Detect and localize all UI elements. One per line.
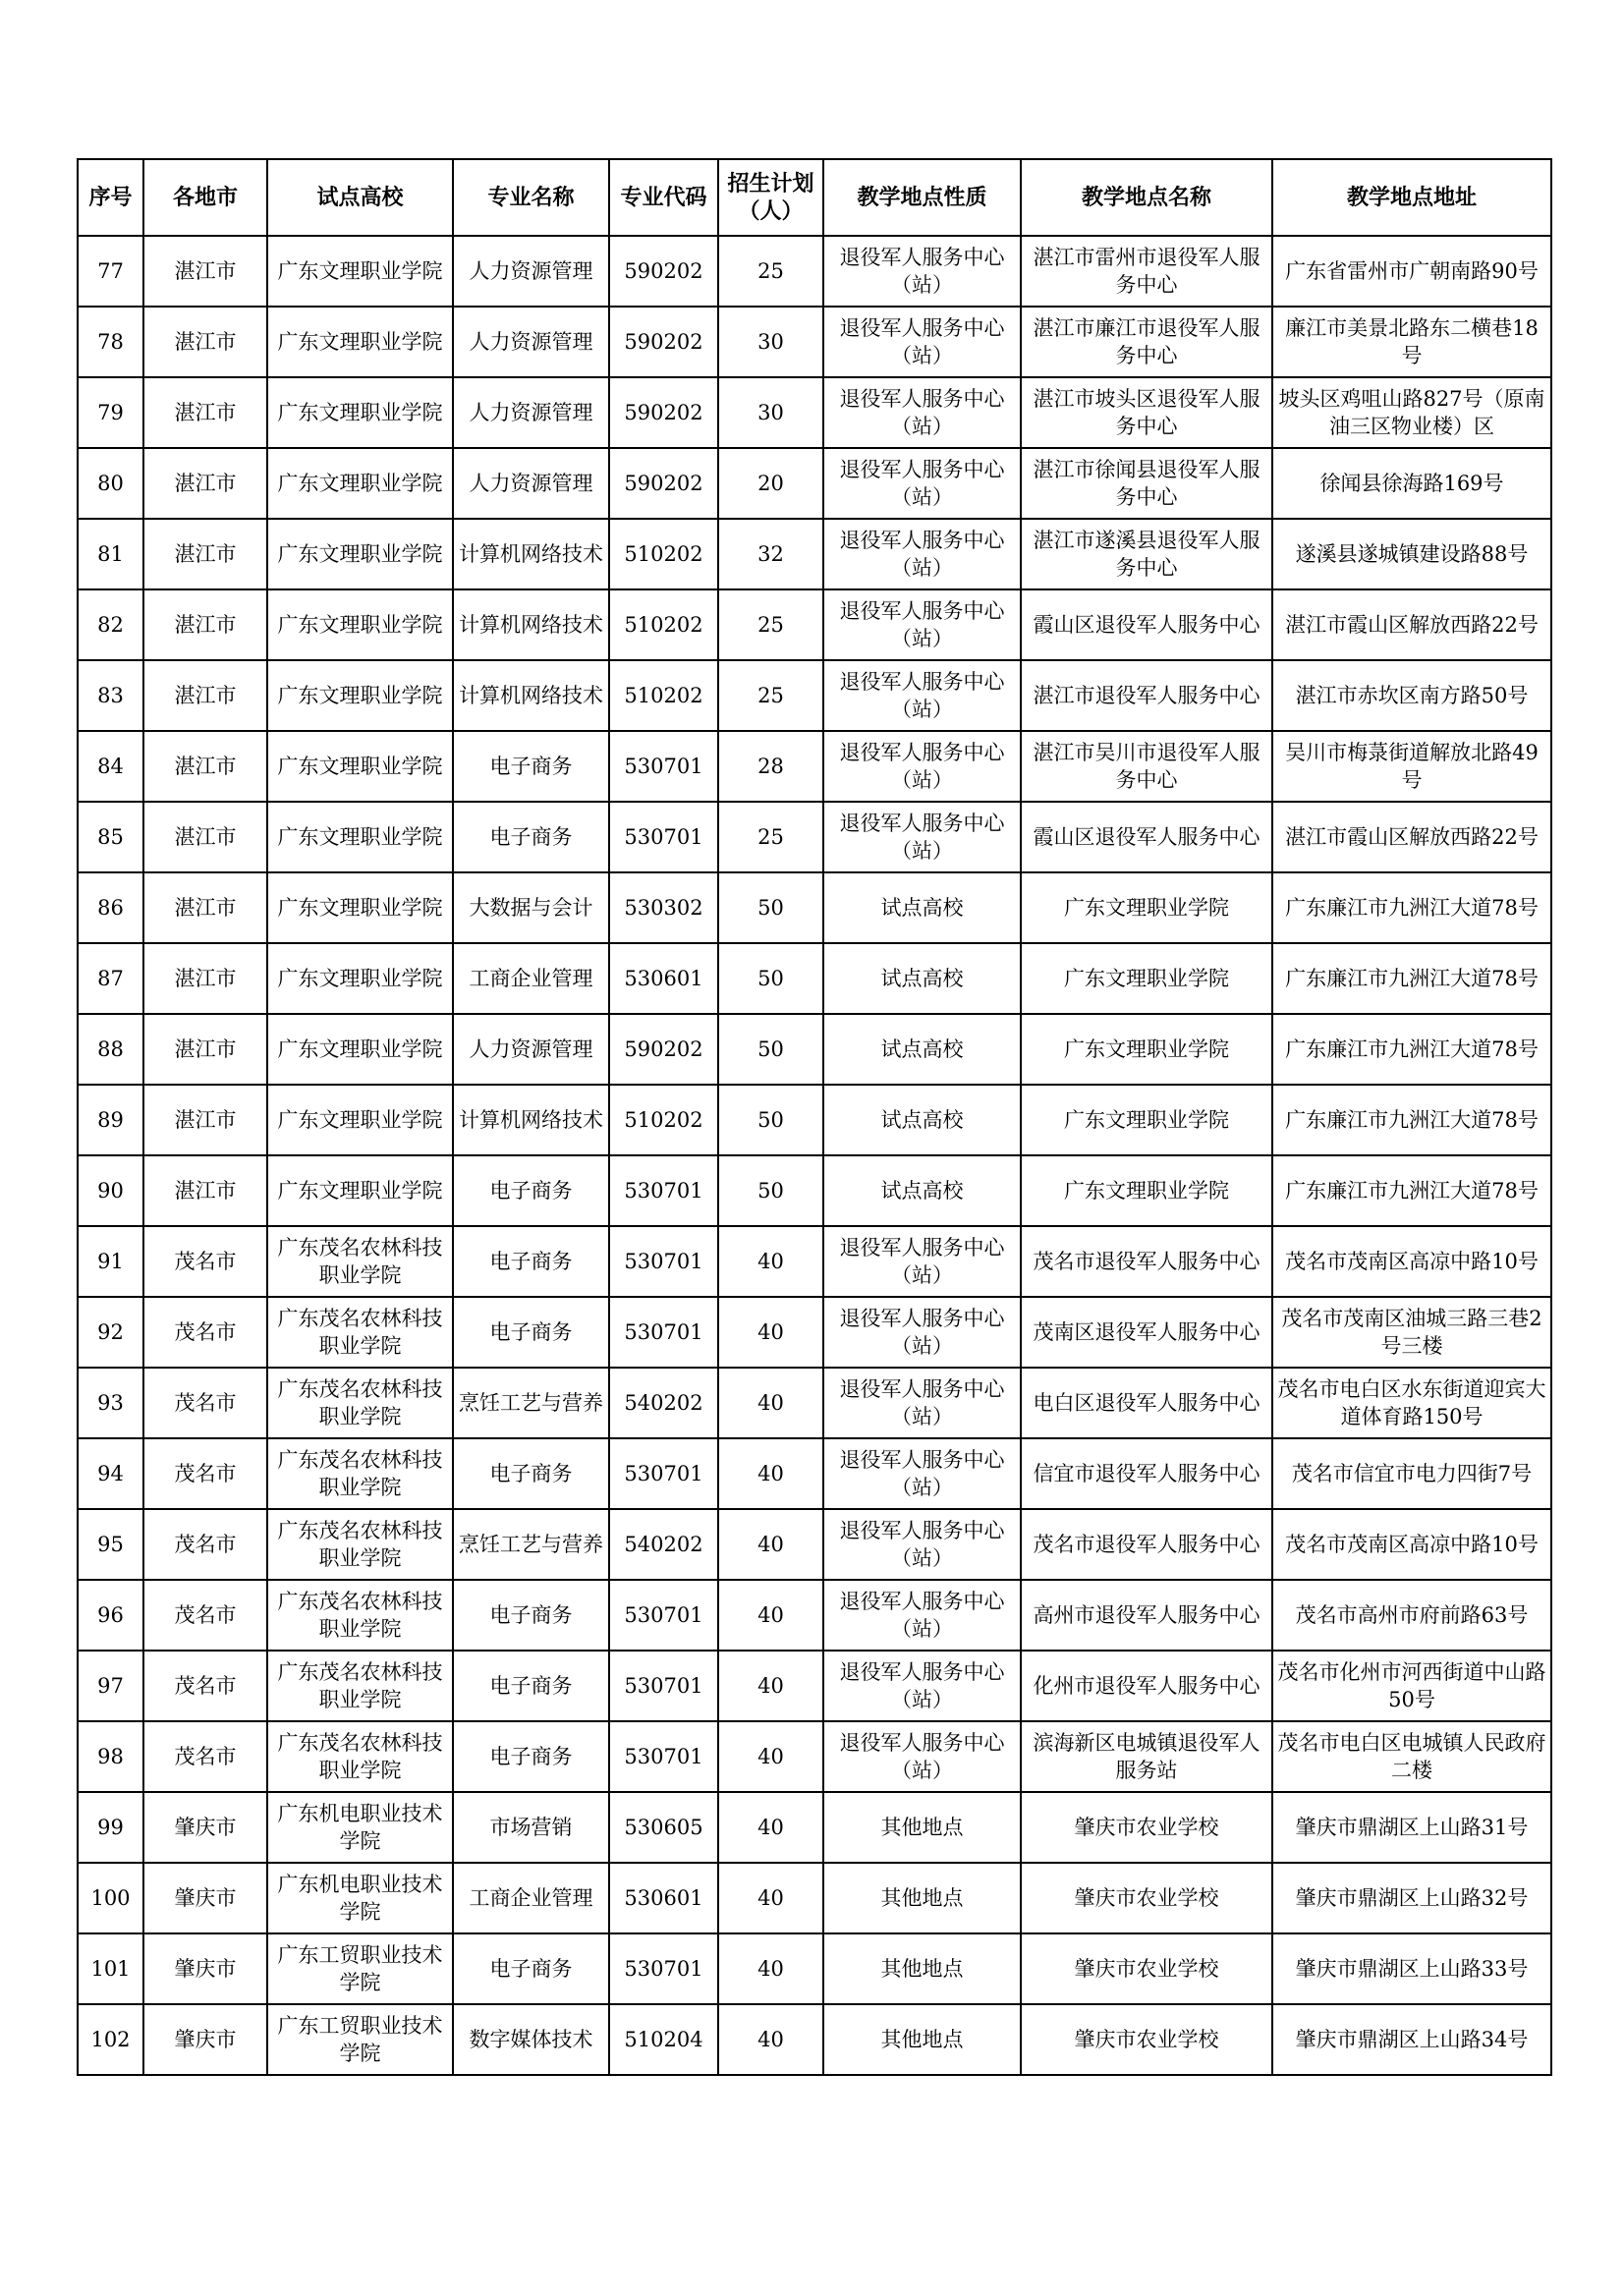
table-row xyxy=(78,872,1551,943)
cell-site-address: 茂名市高州市府前路63号 xyxy=(1272,1580,1551,1651)
cell-major: 大数据与会计 xyxy=(453,872,609,943)
cell-site-nature: 其他地点 xyxy=(823,1792,1021,1863)
cell-site-nature: 退役军人服务中心（站） xyxy=(823,589,1021,660)
cell-seq: 82 xyxy=(78,589,143,660)
cell-site-name: 茂名市退役军人服务中心 xyxy=(1021,1509,1272,1580)
cell-city: 湛江市 xyxy=(143,872,267,943)
cell-code: 530701 xyxy=(609,802,718,872)
cell-site-address: 湛江市赤坎区南方路50号 xyxy=(1272,660,1551,731)
cell-plan: 40 xyxy=(718,1651,823,1721)
cell-plan: 20 xyxy=(718,448,823,519)
cell-site-name: 信宜市退役军人服务中心 xyxy=(1021,1438,1272,1509)
cell-school: 广东文理职业学院 xyxy=(267,872,453,943)
cell-site-nature: 退役军人服务中心（站） xyxy=(823,802,1021,872)
cell-major: 人力资源管理 xyxy=(453,236,609,307)
cell-school: 广东文理职业学院 xyxy=(267,307,453,377)
cell-site-nature: 退役军人服务中心（站） xyxy=(823,448,1021,519)
cell-site-nature: 试点高校 xyxy=(823,872,1021,943)
cell-site-name: 肇庆市农业学校 xyxy=(1021,2004,1272,2075)
cell-site-name: 肇庆市农业学校 xyxy=(1021,1933,1272,2004)
cell-plan: 40 xyxy=(718,1509,823,1580)
cell-site-name: 高州市退役军人服务中心 xyxy=(1021,1580,1272,1651)
cell-plan: 40 xyxy=(718,2004,823,2075)
table-row xyxy=(78,1368,1551,1438)
cell-site-nature: 退役军人服务中心（站） xyxy=(823,1297,1021,1368)
cell-code: 590202 xyxy=(609,448,718,519)
cell-site-address: 茂名市茂南区高凉中路10号 xyxy=(1272,1226,1551,1297)
cell-school: 广东茂名农林科技职业学院 xyxy=(267,1721,453,1792)
cell-plan: 25 xyxy=(718,802,823,872)
cell-major: 电子商务 xyxy=(453,1226,609,1297)
table-row xyxy=(78,2004,1551,2075)
cell-city: 湛江市 xyxy=(143,448,267,519)
cell-site-nature: 其他地点 xyxy=(823,1863,1021,1933)
cell-code: 510204 xyxy=(609,2004,718,2075)
cell-plan: 50 xyxy=(718,943,823,1014)
cell-major: 电子商务 xyxy=(453,1933,609,2004)
cell-city: 肇庆市 xyxy=(143,1792,267,1863)
cell-site-name: 湛江市雷州市退役军人服务中心 xyxy=(1021,236,1272,307)
header-site-name: 教学地点名称 xyxy=(1021,159,1272,236)
cell-city: 湛江市 xyxy=(143,589,267,660)
cell-school: 广东机电职业技术学院 xyxy=(267,1792,453,1863)
cell-city: 湛江市 xyxy=(143,731,267,802)
cell-site-address: 徐闻县徐海路169号 xyxy=(1272,448,1551,519)
cell-major: 电子商务 xyxy=(453,1721,609,1792)
cell-code: 590202 xyxy=(609,1014,718,1085)
cell-seq: 83 xyxy=(78,660,143,731)
cell-major: 电子商务 xyxy=(453,731,609,802)
cell-city: 湛江市 xyxy=(143,519,267,589)
cell-seq: 102 xyxy=(78,2004,143,2075)
cell-school: 广东茂名农林科技职业学院 xyxy=(267,1509,453,1580)
cell-seq: 79 xyxy=(78,377,143,448)
cell-code: 530302 xyxy=(609,872,718,943)
cell-code: 530701 xyxy=(609,1297,718,1368)
cell-site-name: 湛江市吴川市退役军人服务中心 xyxy=(1021,731,1272,802)
cell-site-nature: 退役军人服务中心（站） xyxy=(823,1651,1021,1721)
cell-code: 530701 xyxy=(609,1721,718,1792)
cell-site-address: 肇庆市鼎湖区上山路31号 xyxy=(1272,1792,1551,1863)
cell-code: 510202 xyxy=(609,589,718,660)
table-row xyxy=(78,1014,1551,1085)
cell-seq: 101 xyxy=(78,1933,143,2004)
cell-major: 人力资源管理 xyxy=(453,307,609,377)
cell-site-nature: 其他地点 xyxy=(823,1933,1021,2004)
cell-plan: 50 xyxy=(718,872,823,943)
cell-major: 人力资源管理 xyxy=(453,377,609,448)
cell-plan: 40 xyxy=(718,1368,823,1438)
cell-city: 湛江市 xyxy=(143,943,267,1014)
cell-school: 广东文理职业学院 xyxy=(267,377,453,448)
cell-site-address: 广东廉江市九洲江大道78号 xyxy=(1272,1085,1551,1155)
cell-city: 湛江市 xyxy=(143,236,267,307)
cell-site-name: 茂南区退役军人服务中心 xyxy=(1021,1297,1272,1368)
cell-site-name: 霞山区退役军人服务中心 xyxy=(1021,589,1272,660)
enrollment-table xyxy=(77,158,1552,2076)
cell-major: 计算机网络技术 xyxy=(453,589,609,660)
cell-major: 电子商务 xyxy=(453,802,609,872)
cell-major: 电子商务 xyxy=(453,1651,609,1721)
table-row xyxy=(78,660,1551,731)
cell-site-address: 吴川市梅菉街道解放北路49号 xyxy=(1272,731,1551,802)
cell-site-name: 湛江市廉江市退役军人服务中心 xyxy=(1021,307,1272,377)
table-row xyxy=(78,307,1551,377)
cell-code: 540202 xyxy=(609,1509,718,1580)
cell-code: 530701 xyxy=(609,1651,718,1721)
cell-plan: 40 xyxy=(718,1721,823,1792)
header-code: 专业代码 xyxy=(609,159,718,236)
table-row xyxy=(78,1580,1551,1651)
cell-site-address: 湛江市霞山区解放西路22号 xyxy=(1272,589,1551,660)
cell-site-name: 湛江市坡头区退役军人服务中心 xyxy=(1021,377,1272,448)
cell-code: 510202 xyxy=(609,660,718,731)
cell-city: 湛江市 xyxy=(143,1014,267,1085)
cell-plan: 40 xyxy=(718,1438,823,1509)
cell-site-nature: 退役军人服务中心（站） xyxy=(823,660,1021,731)
cell-school: 广东文理职业学院 xyxy=(267,236,453,307)
cell-city: 肇庆市 xyxy=(143,1863,267,1933)
header-city: 各地市 xyxy=(143,159,267,236)
cell-city: 茂名市 xyxy=(143,1297,267,1368)
cell-code: 530701 xyxy=(609,1155,718,1226)
cell-school: 广东文理职业学院 xyxy=(267,943,453,1014)
cell-code: 590202 xyxy=(609,236,718,307)
cell-school: 广东文理职业学院 xyxy=(267,660,453,731)
cell-major: 烹饪工艺与营养 xyxy=(453,1368,609,1438)
cell-seq: 93 xyxy=(78,1368,143,1438)
cell-city: 茂名市 xyxy=(143,1721,267,1792)
cell-seq: 91 xyxy=(78,1226,143,1297)
cell-seq: 81 xyxy=(78,519,143,589)
cell-school: 广东文理职业学院 xyxy=(267,448,453,519)
cell-city: 湛江市 xyxy=(143,1155,267,1226)
cell-seq: 87 xyxy=(78,943,143,1014)
cell-site-address: 肇庆市鼎湖区上山路32号 xyxy=(1272,1863,1551,1933)
cell-site-name: 广东文理职业学院 xyxy=(1021,872,1272,943)
cell-school: 广东茂名农林科技职业学院 xyxy=(267,1651,453,1721)
cell-city: 湛江市 xyxy=(143,377,267,448)
header-site-address: 教学地点地址 xyxy=(1272,159,1551,236)
cell-major: 计算机网络技术 xyxy=(453,660,609,731)
cell-site-name: 滨海新区电城镇退役军人服务站 xyxy=(1021,1721,1272,1792)
cell-site-address: 广东省雷州市广朝南路90号 xyxy=(1272,236,1551,307)
table-row xyxy=(78,802,1551,872)
cell-seq: 84 xyxy=(78,731,143,802)
cell-school: 广东机电职业技术学院 xyxy=(267,1863,453,1933)
cell-site-nature: 退役军人服务中心（站） xyxy=(823,1368,1021,1438)
cell-code: 530601 xyxy=(609,943,718,1014)
cell-plan: 25 xyxy=(718,236,823,307)
cell-site-name: 电白区退役军人服务中心 xyxy=(1021,1368,1272,1438)
cell-city: 湛江市 xyxy=(143,307,267,377)
header-major: 专业名称 xyxy=(453,159,609,236)
table-row xyxy=(78,943,1551,1014)
cell-major: 工商企业管理 xyxy=(453,943,609,1014)
cell-site-address: 广东廉江市九洲江大道78号 xyxy=(1272,943,1551,1014)
cell-site-address: 茂名市信宜市电力四街7号 xyxy=(1272,1438,1551,1509)
cell-seq: 97 xyxy=(78,1651,143,1721)
cell-school: 广东文理职业学院 xyxy=(267,731,453,802)
cell-site-name: 霞山区退役军人服务中心 xyxy=(1021,802,1272,872)
cell-plan: 25 xyxy=(718,589,823,660)
cell-site-address: 茂名市化州市河西街道中山路50号 xyxy=(1272,1651,1551,1721)
cell-school: 广东文理职业学院 xyxy=(267,1014,453,1085)
cell-seq: 94 xyxy=(78,1438,143,1509)
cell-school: 广东文理职业学院 xyxy=(267,1085,453,1155)
table-row xyxy=(78,1651,1551,1721)
table-row xyxy=(78,519,1551,589)
cell-school: 广东文理职业学院 xyxy=(267,1155,453,1226)
cell-seq: 99 xyxy=(78,1792,143,1863)
cell-school: 广东茂名农林科技职业学院 xyxy=(267,1438,453,1509)
cell-major: 工商企业管理 xyxy=(453,1863,609,1933)
cell-plan: 25 xyxy=(718,660,823,731)
cell-school: 广东文理职业学院 xyxy=(267,589,453,660)
cell-site-address: 廉江市美景北路东二横巷18号 xyxy=(1272,307,1551,377)
cell-plan: 50 xyxy=(718,1085,823,1155)
cell-code: 530605 xyxy=(609,1792,718,1863)
cell-site-address: 坡头区鸡咀山路827号（原南油三区物业楼）区 xyxy=(1272,377,1551,448)
cell-site-address: 广东廉江市九洲江大道78号 xyxy=(1272,872,1551,943)
cell-code: 530601 xyxy=(609,1863,718,1933)
cell-code: 590202 xyxy=(609,377,718,448)
cell-site-nature: 试点高校 xyxy=(823,1085,1021,1155)
cell-site-name: 肇庆市农业学校 xyxy=(1021,1792,1272,1863)
table-body xyxy=(78,236,1551,2075)
table-row xyxy=(78,1155,1551,1226)
table-row xyxy=(78,448,1551,519)
cell-plan: 40 xyxy=(718,1297,823,1368)
cell-site-address: 茂名市茂南区油城三路三巷2号三楼 xyxy=(1272,1297,1551,1368)
cell-major: 市场营销 xyxy=(453,1792,609,1863)
cell-major: 烹饪工艺与营养 xyxy=(453,1509,609,1580)
header-school: 试点高校 xyxy=(267,159,453,236)
cell-site-name: 广东文理职业学院 xyxy=(1021,1014,1272,1085)
cell-major: 电子商务 xyxy=(453,1580,609,1651)
cell-seq: 88 xyxy=(78,1014,143,1085)
cell-city: 茂名市 xyxy=(143,1509,267,1580)
cell-seq: 85 xyxy=(78,802,143,872)
header-plan: 招生计划（人） xyxy=(718,159,823,236)
cell-site-nature: 退役军人服务中心（站） xyxy=(823,1438,1021,1509)
table-row xyxy=(78,377,1551,448)
cell-site-address: 肇庆市鼎湖区上山路33号 xyxy=(1272,1933,1551,2004)
cell-code: 530701 xyxy=(609,1438,718,1509)
cell-code: 530701 xyxy=(609,731,718,802)
cell-site-name: 广东文理职业学院 xyxy=(1021,1155,1272,1226)
cell-code: 540202 xyxy=(609,1368,718,1438)
cell-site-address: 湛江市霞山区解放西路22号 xyxy=(1272,802,1551,872)
cell-code: 590202 xyxy=(609,307,718,377)
cell-code: 530701 xyxy=(609,1933,718,2004)
cell-major: 计算机网络技术 xyxy=(453,1085,609,1155)
cell-seq: 89 xyxy=(78,1085,143,1155)
table-row xyxy=(78,589,1551,660)
cell-site-nature: 退役军人服务中心（站） xyxy=(823,1721,1021,1792)
cell-site-nature: 退役军人服务中心（站） xyxy=(823,377,1021,448)
cell-school: 广东工贸职业技术学院 xyxy=(267,2004,453,2075)
table-row xyxy=(78,1226,1551,1297)
cell-school: 广东茂名农林科技职业学院 xyxy=(267,1580,453,1651)
header-seq: 序号 xyxy=(78,159,143,236)
cell-plan: 40 xyxy=(718,1863,823,1933)
cell-site-name: 湛江市徐闻县退役军人服务中心 xyxy=(1021,448,1272,519)
table-row xyxy=(78,1721,1551,1792)
table-row xyxy=(78,1509,1551,1580)
cell-site-nature: 其他地点 xyxy=(823,2004,1021,2075)
cell-city: 肇庆市 xyxy=(143,2004,267,2075)
cell-seq: 78 xyxy=(78,307,143,377)
cell-plan: 40 xyxy=(718,1792,823,1863)
cell-plan: 30 xyxy=(718,307,823,377)
cell-city: 茂名市 xyxy=(143,1651,267,1721)
cell-site-name: 化州市退役军人服务中心 xyxy=(1021,1651,1272,1721)
cell-city: 湛江市 xyxy=(143,660,267,731)
cell-site-name: 湛江市遂溪县退役军人服务中心 xyxy=(1021,519,1272,589)
cell-site-nature: 试点高校 xyxy=(823,1155,1021,1226)
cell-site-address: 茂名市电白区水东街道迎宾大道体育路150号 xyxy=(1272,1368,1551,1438)
cell-major: 电子商务 xyxy=(453,1438,609,1509)
cell-city: 茂名市 xyxy=(143,1368,267,1438)
cell-site-address: 茂名市茂南区高凉中路10号 xyxy=(1272,1509,1551,1580)
cell-site-address: 肇庆市鼎湖区上山路34号 xyxy=(1272,2004,1551,2075)
table-header-row xyxy=(78,159,1551,236)
cell-site-nature: 退役军人服务中心（站） xyxy=(823,1509,1021,1580)
cell-major: 计算机网络技术 xyxy=(453,519,609,589)
cell-code: 530701 xyxy=(609,1580,718,1651)
cell-seq: 92 xyxy=(78,1297,143,1368)
cell-school: 广东茂名农林科技职业学院 xyxy=(267,1297,453,1368)
cell-site-address: 广东廉江市九洲江大道78号 xyxy=(1272,1155,1551,1226)
cell-site-name: 肇庆市农业学校 xyxy=(1021,1863,1272,1933)
cell-plan: 50 xyxy=(718,1155,823,1226)
cell-school: 广东工贸职业技术学院 xyxy=(267,1933,453,2004)
cell-site-address: 茂名市电白区电城镇人民政府二楼 xyxy=(1272,1721,1551,1792)
cell-plan: 30 xyxy=(718,377,823,448)
cell-city: 茂名市 xyxy=(143,1438,267,1509)
cell-seq: 80 xyxy=(78,448,143,519)
cell-plan: 40 xyxy=(718,1226,823,1297)
cell-seq: 90 xyxy=(78,1155,143,1226)
cell-plan: 32 xyxy=(718,519,823,589)
table-row xyxy=(78,1085,1551,1155)
table-row xyxy=(78,1792,1551,1863)
cell-city: 茂名市 xyxy=(143,1580,267,1651)
table-row xyxy=(78,236,1551,307)
cell-seq: 77 xyxy=(78,236,143,307)
cell-major: 电子商务 xyxy=(453,1297,609,1368)
cell-plan: 28 xyxy=(718,731,823,802)
cell-site-nature: 退役军人服务中心（站） xyxy=(823,307,1021,377)
cell-city: 湛江市 xyxy=(143,1085,267,1155)
header-site-nature: 教学地点性质 xyxy=(823,159,1021,236)
table-row xyxy=(78,1297,1551,1368)
table-row xyxy=(78,731,1551,802)
cell-plan: 40 xyxy=(718,1580,823,1651)
cell-code: 510202 xyxy=(609,519,718,589)
cell-school: 广东茂名农林科技职业学院 xyxy=(267,1368,453,1438)
cell-site-address: 遂溪县遂城镇建设路88号 xyxy=(1272,519,1551,589)
cell-site-nature: 试点高校 xyxy=(823,1014,1021,1085)
cell-site-nature: 退役军人服务中心（站） xyxy=(823,236,1021,307)
cell-major: 人力资源管理 xyxy=(453,448,609,519)
cell-code: 530701 xyxy=(609,1226,718,1297)
cell-site-nature: 退役军人服务中心（站） xyxy=(823,519,1021,589)
cell-school: 广东文理职业学院 xyxy=(267,802,453,872)
cell-school: 广东文理职业学院 xyxy=(267,519,453,589)
cell-city: 湛江市 xyxy=(143,802,267,872)
cell-plan: 50 xyxy=(718,1014,823,1085)
cell-seq: 86 xyxy=(78,872,143,943)
cell-site-name: 湛江市退役军人服务中心 xyxy=(1021,660,1272,731)
cell-site-nature: 退役军人服务中心（站） xyxy=(823,1580,1021,1651)
cell-seq: 100 xyxy=(78,1863,143,1933)
cell-city: 肇庆市 xyxy=(143,1933,267,2004)
cell-site-name: 广东文理职业学院 xyxy=(1021,943,1272,1014)
cell-site-name: 茂名市退役军人服务中心 xyxy=(1021,1226,1272,1297)
cell-seq: 98 xyxy=(78,1721,143,1792)
cell-seq: 96 xyxy=(78,1580,143,1651)
cell-plan: 40 xyxy=(718,1933,823,2004)
table-row xyxy=(78,1863,1551,1933)
cell-site-nature: 试点高校 xyxy=(823,943,1021,1014)
cell-city: 茂名市 xyxy=(143,1226,267,1297)
cell-code: 510202 xyxy=(609,1085,718,1155)
cell-major: 人力资源管理 xyxy=(453,1014,609,1085)
cell-site-nature: 退役军人服务中心（站） xyxy=(823,1226,1021,1297)
cell-major: 数字媒体技术 xyxy=(453,2004,609,2075)
cell-major: 电子商务 xyxy=(453,1155,609,1226)
cell-seq: 95 xyxy=(78,1509,143,1580)
cell-site-name: 广东文理职业学院 xyxy=(1021,1085,1272,1155)
table-row xyxy=(78,1933,1551,2004)
table-row xyxy=(78,1438,1551,1509)
cell-site-address: 广东廉江市九洲江大道78号 xyxy=(1272,1014,1551,1085)
cell-site-nature: 退役军人服务中心（站） xyxy=(823,731,1021,802)
cell-school: 广东茂名农林科技职业学院 xyxy=(267,1226,453,1297)
